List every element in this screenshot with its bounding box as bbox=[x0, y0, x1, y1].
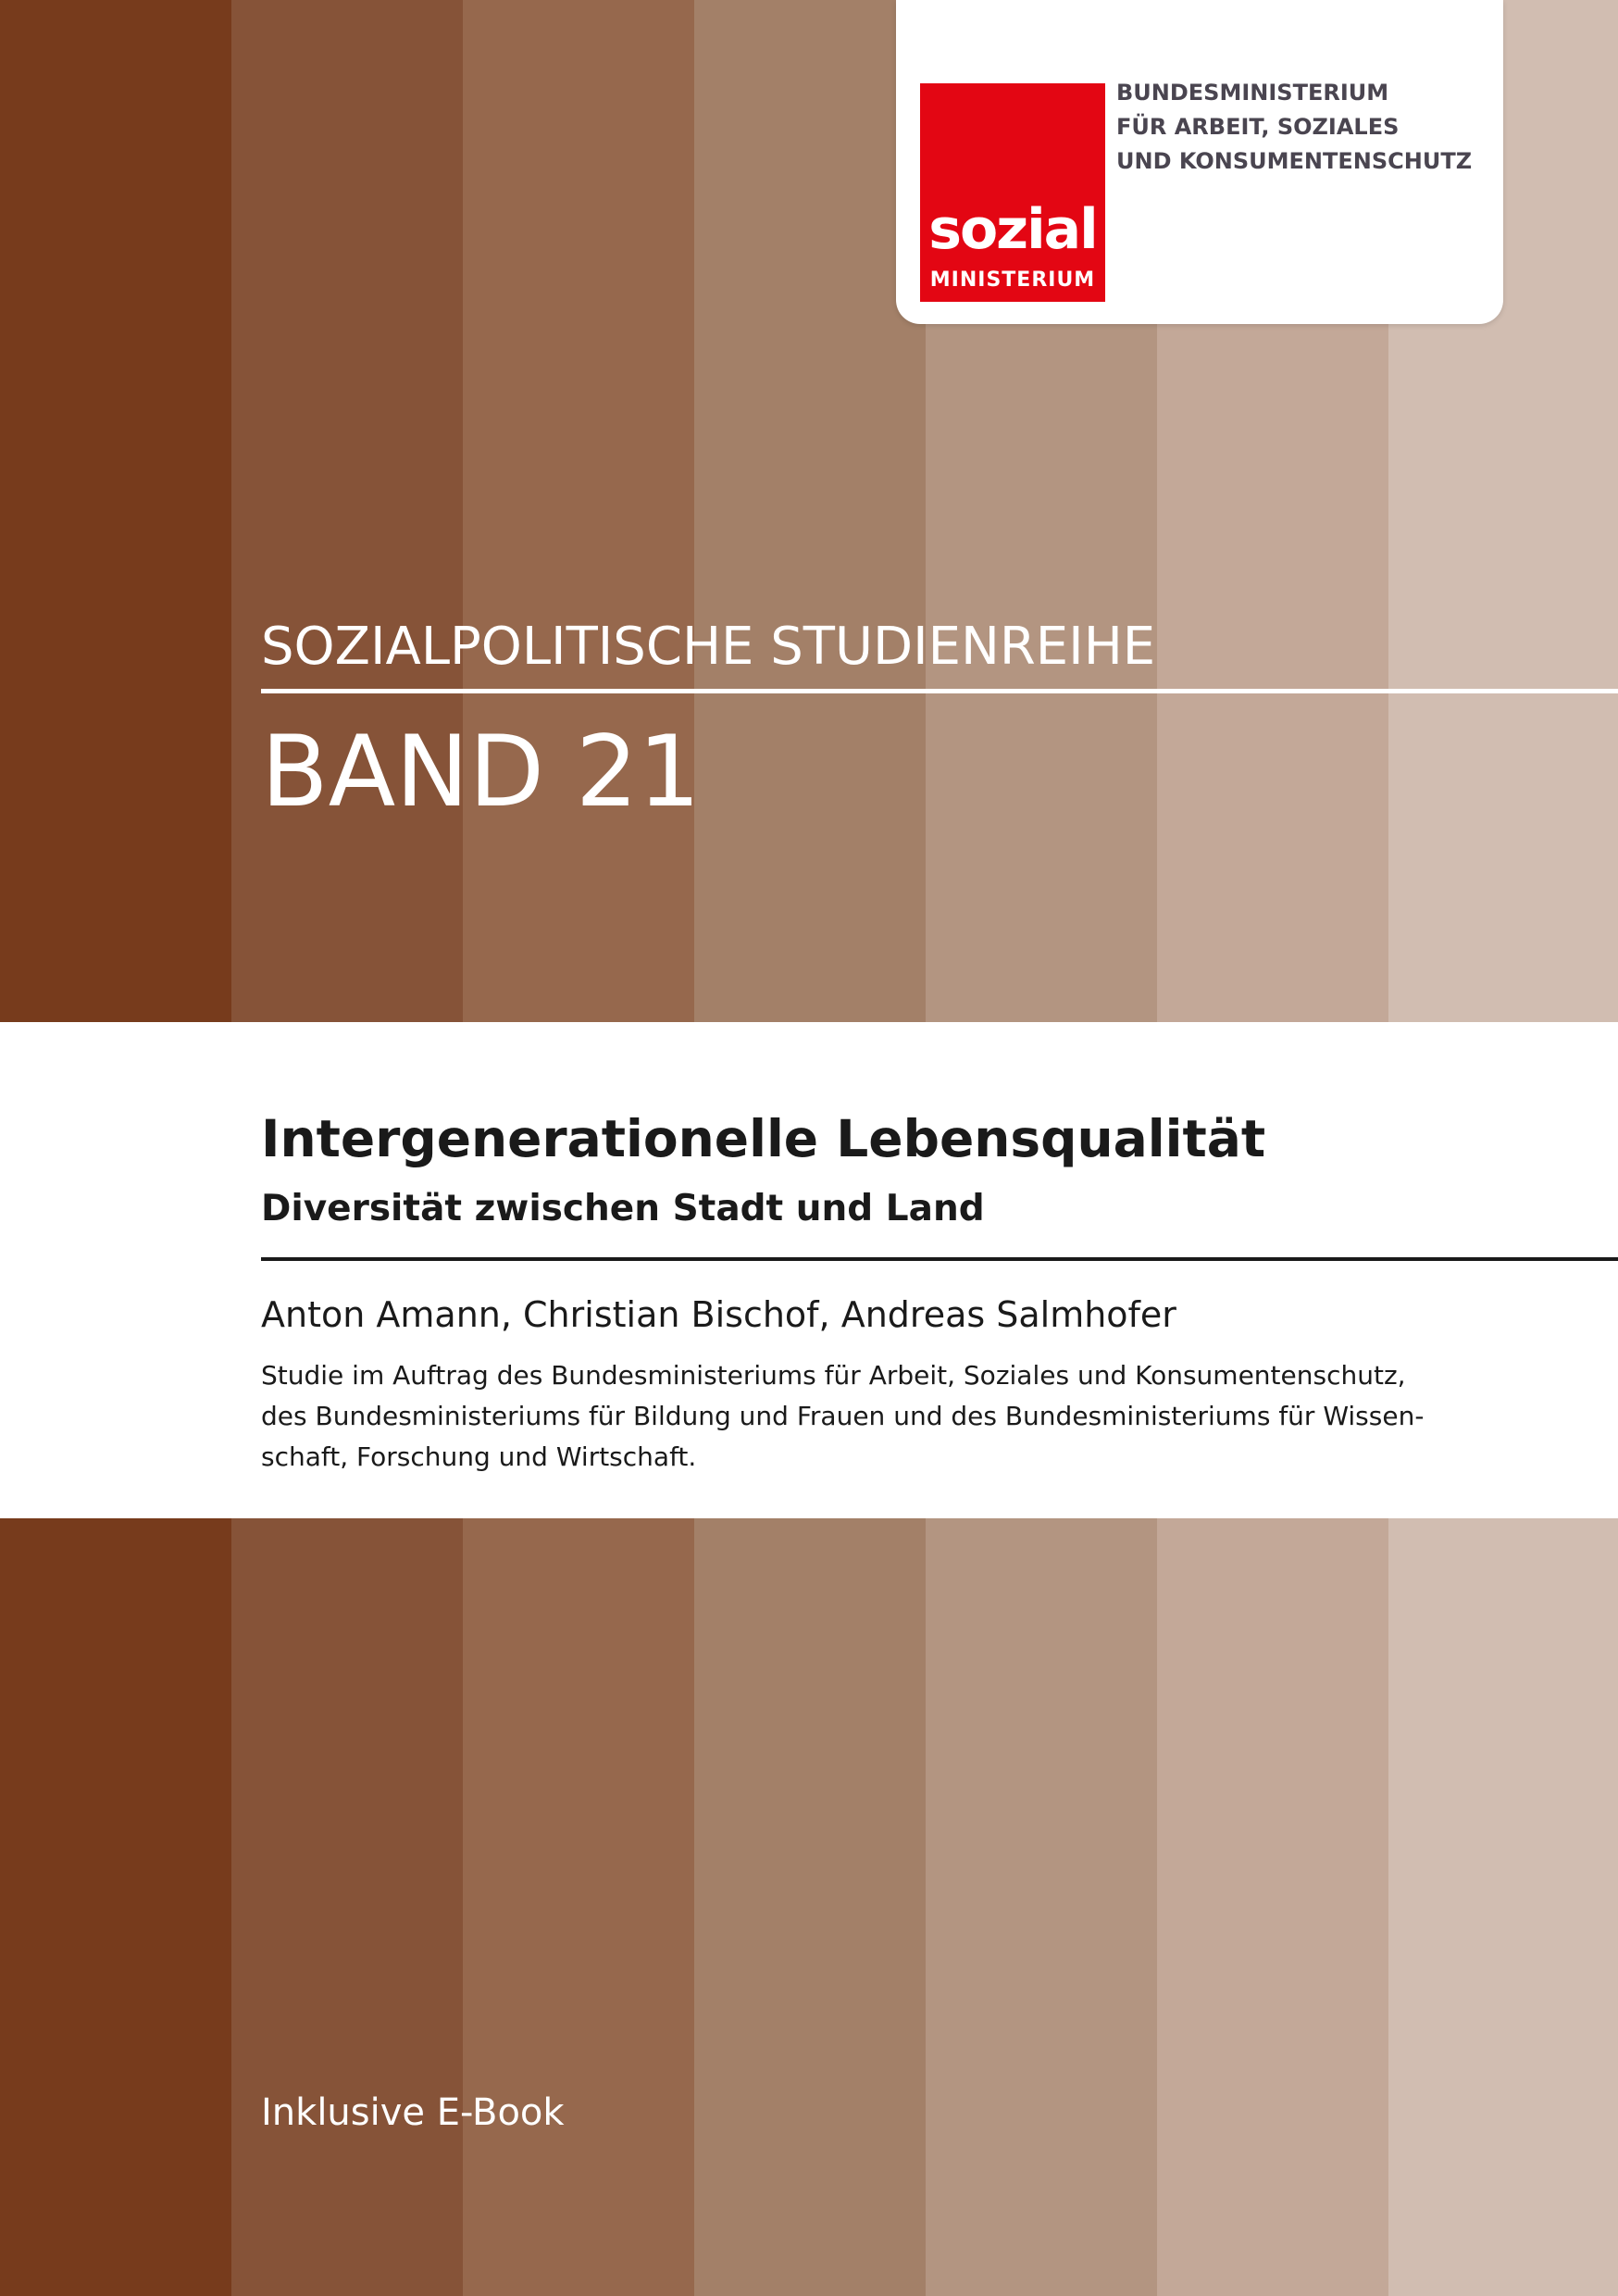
commission-line: des Bundesministeriums für Bildung und Frauen und des Bundesministeriums für Wissen- bbox=[261, 1401, 1425, 1431]
ebook-note: Inklusive E-Book bbox=[261, 2091, 565, 2134]
volume-number: BAND 21 bbox=[261, 715, 701, 829]
book-title: Intergenerationelle Lebensqualität bbox=[261, 1109, 1266, 1168]
ministry-line: UND KONSUMENTENSCHUTZ bbox=[1116, 148, 1473, 174]
stripe-3 bbox=[463, 0, 694, 1022]
ministry-line: BUNDESMINISTERIUM bbox=[1116, 80, 1389, 106]
stripe-1 bbox=[0, 1518, 231, 2296]
series-name: SOZIALPOLITISCHE STUDIENREIHE bbox=[261, 617, 1156, 677]
series-divider bbox=[261, 689, 1618, 693]
logo-wordmark: sozial bbox=[928, 197, 1097, 262]
ministry-logo-card bbox=[896, 0, 1503, 324]
stripe-5 bbox=[926, 1518, 1157, 2296]
bottom-stripe-band bbox=[0, 1518, 1618, 2296]
authors: Anton Amann, Christian Bischof, Andreas Salmhofer bbox=[261, 1294, 1176, 1335]
stripe-1 bbox=[0, 0, 231, 1022]
commission-line: schaft, Forschung und Wirtschaft. bbox=[261, 1441, 697, 1472]
logo-subtitle: MINISTERIUM bbox=[929, 268, 1096, 292]
title-divider bbox=[261, 1257, 1618, 1261]
stripe-4 bbox=[694, 0, 926, 1022]
stripe-4 bbox=[694, 1518, 926, 2296]
commission-note bbox=[261, 1355, 1483, 1478]
sozialministerium-logo bbox=[920, 83, 1105, 302]
stripe-2 bbox=[231, 1518, 463, 2296]
stripe-3 bbox=[463, 1518, 694, 2296]
stripe-2 bbox=[231, 0, 463, 1022]
stripe-6 bbox=[1157, 1518, 1388, 2296]
ministry-name bbox=[1116, 76, 1496, 179]
ministry-line: FÜR ARBEIT, SOZIALES bbox=[1116, 114, 1400, 140]
stripe-7 bbox=[1388, 1518, 1618, 2296]
book-subtitle: Diversität zwischen Stadt und Land bbox=[261, 1188, 985, 1229]
commission-line: Studie im Auftrag des Bundesministeriums für Arbeit, Soziales und Konsumentenschutz, bbox=[261, 1360, 1406, 1391]
